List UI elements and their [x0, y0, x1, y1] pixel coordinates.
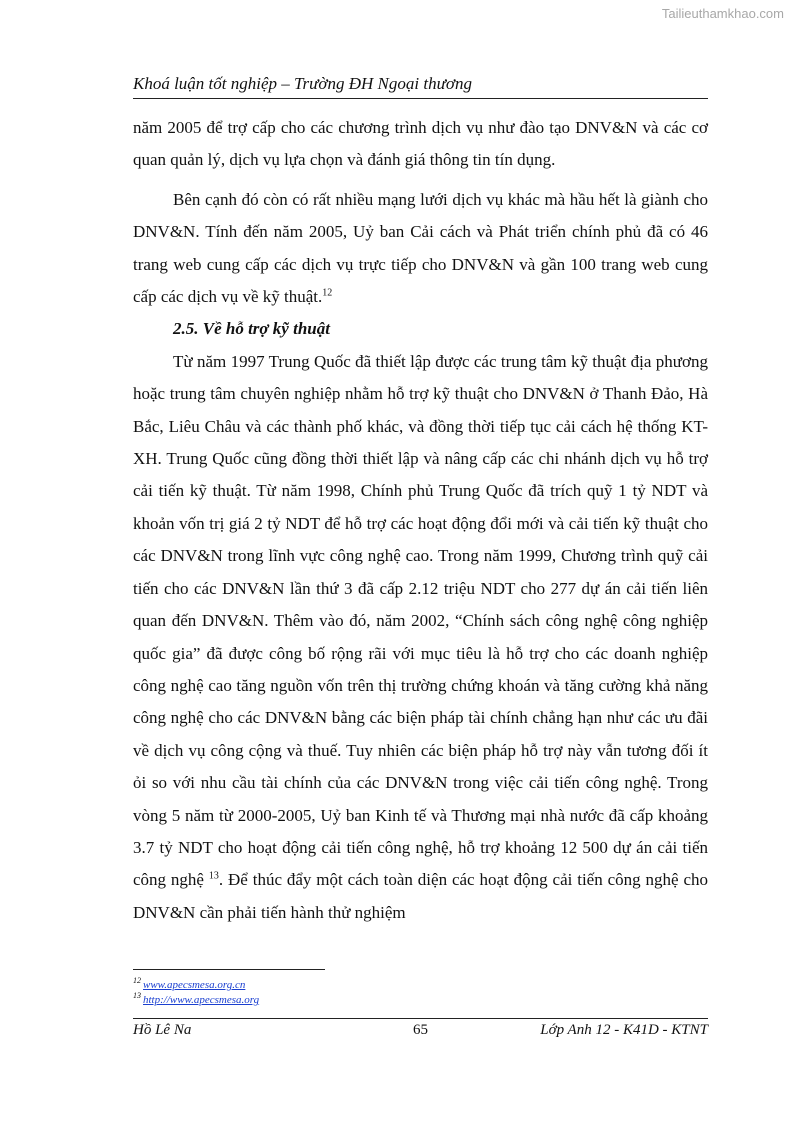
- paragraph-3-text: Từ năm 1997 Trung Quốc đã thiết lập được các trung tâm kỹ thuật địa phương hoặc trung tâm chuyên nghiệp nhằm hỗ trợ kỹ thuật cho DNV&N ở Thanh Đảo, Hà Bắc, Liêu Châu và các thành phố khác, và đồng thời tiếp tục cải cách hệ thống KT-XH. Trung Quốc cũng đồng thời thiết lập và nâng cấp các chi nhánh dịch vụ hỗ trợ cải tiến kỹ thuật. Từ năm 1998, Chính phủ Trung Quốc đã trích quỹ 1 tỷ NDT và khoản vốn trị giá 2 tỷ NDT để hỗ trợ các hoạt động đổi mới và cải tiến kỹ thuật cho các DNV&N trong lĩnh vực công nghệ cao. Trong năm 1999, Chương trình quỹ cải tiến cho các DNV&N lần thứ 3 đã cấp 2.12 triệu NDT cho 277 dự án cải tiến liên quan đến DNV&N. Thêm vào đó, năm 2002, “Chính sách công nghệ công nghiệp quốc gia” đã được công bố rộng rãi với mục tiêu là hỗ trợ cho các doanh nghiệp công nghệ cao tăng nguồn vốn trên thị trường chứng khoán và tăng cường khả năng công nghệ cho các DNV&N bằng các biện pháp tài chính chẳng hạn như các ưu đãi về dịch vụ công cộng và thuế. Tuy nhiên các biện pháp hỗ trợ này vẫn tương đối ít ỏi so với nhu cầu tài chính của các DNV&N trong việc cải tiến công nghệ. Trong vòng 5 năm từ 2000-2005, Uỷ ban Kinh tế và Thương mại nhà nước đã cấp khoảng 3.7 tỷ NDT cho hoạt động cải tiến công nghệ, hỗ trợ khoảng 12 500 dự án cải tiến công nghệ: [133, 351, 708, 890]
- footer-divider: [133, 1018, 708, 1019]
- footnote-12: [133, 978, 259, 993]
- footnote-ref-13[interactable]: 13: [208, 870, 219, 882]
- paragraph-2: [133, 184, 708, 314]
- footnote-number: 12: [133, 976, 141, 986]
- footnote-number: 13: [133, 991, 141, 1001]
- page-header: Khoá luận tốt nghiệp – Trường ĐH Ngoại thương: [133, 74, 708, 99]
- page-footer: [133, 1022, 708, 1044]
- paragraph-3: [133, 346, 708, 929]
- paragraph-3-tail: . Để thúc đẩy một cách toàn diện các hoạt động cải tiến công nghệ cho DNV&N cần phải tiến hành thử nghiệm: [133, 870, 709, 922]
- paragraph-1: năm 2005 để trợ cấp cho các chương trình dịch vụ như đào tạo DNV&N và các cơ quan quản lý, dịch vụ lựa chọn và đánh giá thông tin tín dụng.: [133, 118, 708, 170]
- footnote-ref-12[interactable]: 12: [322, 287, 333, 299]
- main-content: [133, 112, 708, 929]
- class-name: Lớp Anh 12 - K41D - KTNT: [540, 1022, 708, 1038]
- footnote-divider: [133, 969, 325, 970]
- footnote-13: [133, 993, 259, 1008]
- watermark: Tailieuthamkhao.com: [661, 6, 784, 21]
- section-heading: 2.5. Về hỗ trợ kỹ thuật: [173, 319, 330, 339]
- footnotes: [133, 978, 259, 1008]
- footnote-link[interactable]: www.apecsmesa.org.cn: [143, 979, 246, 991]
- author-name: Hồ Lê Na: [133, 1022, 192, 1038]
- paragraph-2-text: Bên cạnh đó còn có rất nhiều mạng lưới dịch vụ khác mà hầu hết là giành cho DNV&N. Tính đến năm 2005, Uỷ ban Cải cách và Phát triển chính phủ đã có 46 trang web cung cấp các dịch vụ trực tiếp cho DNV&N và gần 100 trang web cung cấp các dịch vụ về kỹ thuật.: [133, 189, 708, 307]
- page-number: 65: [413, 1022, 428, 1038]
- footnote-link[interactable]: http://www.apecsmesa.org: [143, 994, 260, 1006]
